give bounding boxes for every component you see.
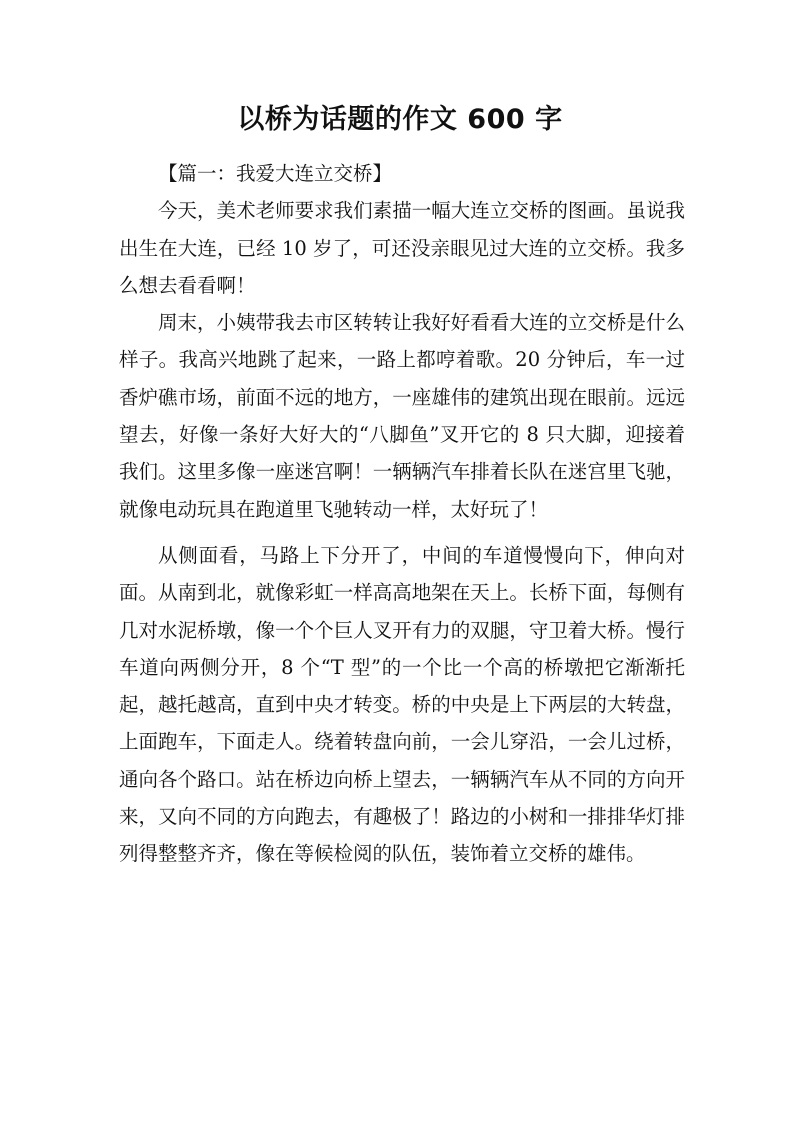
paragraph-1: 今天，美术老师要求我们素描一幅大连立交桥的图画。虽说我出生在大连，已经 10 岁了，可还没亲眼见过大连的立交桥。我多么想去看看啊！ <box>119 199 685 297</box>
paragraph-3: 从侧面看，马路上下分开了，中间的车道慢慢向下，伸向对面。从南到北，就像彩虹一样高高地架在天上。长桥下面，每侧有几对水泥桥墩，像一个个巨人叉开有力的双腿，守卫着大桥。慢行车道向两侧分开，8 个“T 型”的一个比一个高的桥墩把它渐渐托起，越托越高，直到中央才转变。桥的中央是上下两层的大转盘，上面跑车，下面走人。绕着转盘向前，一会儿穿沿，一会儿过桥，通向各个路口。站在桥边向桥上望去，一辆辆汽车从不同的方向开来，又向不同的方向跑去，有趣极了！路边的小树和一排排华灯排列得整整齐齐，像在等候检阅的队伍，装饰着立交桥的雄伟。 <box>119 543 685 866</box>
paragraph-2: 周末，小姨带我去市区转转让我好好看看大连的立交桥是什么样子。我高兴地跳了起来，一路上都哼着歌。20 分钟后，车一过香炉礁市场，前面不远的地方，一座雄伟的建筑出现在眼前。远远望去，好像一条好大好大的“八脚鱼”叉开它的 8 只大脚，迎接着我们。这里多像一座迷宫啊！一辆辆汽车排着长队在迷宫里飞驰，就像电动玩具在跑道里飞驰转动一样，太好玩了！ <box>119 311 685 521</box>
document-body <box>119 155 685 873</box>
document-title: 以桥为话题的作文 600 字 <box>237 104 563 135</box>
section-heading: 【篇一：我爱大连立交桥】 <box>158 162 393 185</box>
